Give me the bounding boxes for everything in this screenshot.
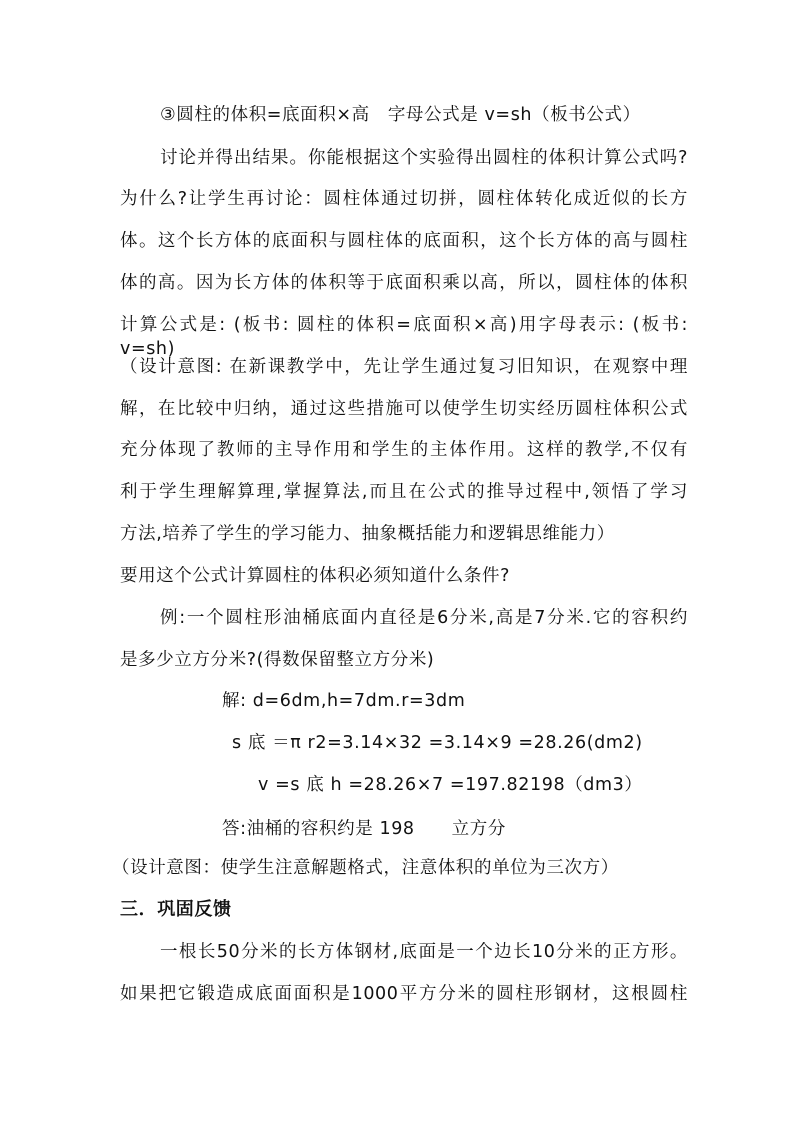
design-note-line: （设计意图：使学生注意解题格式，注意体积的单位为三次方） — [112, 858, 619, 878]
section-heading: 三．巩固反馈 — [120, 899, 232, 920]
paragraph-line: 计算公式是: (板书: 圆柱的体积=底面积×高)用字母表示: (板书: v=sh) — [120, 315, 688, 359]
paragraph-line: 体。这个长方体的底面积与圆柱体的底面积，这个长方体的高与圆柱 — [120, 231, 688, 251]
exercise-line: 一根长50分米的长方体钢材,底面是一个边长10分米的正方形。 — [160, 942, 688, 962]
paragraph-line: 为什么?让学生再讨论：圆柱体通过切拼，圆柱体转化成近似的长方 — [120, 189, 688, 209]
example-line: 例:一个圆柱形油桶底面内直径是6分米,高是7分米.它的容积约 — [160, 608, 688, 628]
design-note-line: （设计意图: 在新课教学中，先让学生通过复习旧知识，在观察中理 — [120, 357, 688, 377]
solution-volume: v =s 底 h =28.26×7 =197.82198（dm3） — [258, 775, 643, 795]
design-note-line: 充分体现了教师的主导作用和学生的主体作用。这样的教学,不仅有 — [120, 440, 688, 460]
solution-answer: 答:油桶的容积约是 198 立方分 — [222, 819, 506, 839]
design-note-line: 解，在比较中归纳，通过这些措施可以使学生切实经历圆柱体积公式 — [120, 399, 688, 419]
formula-line: ③圆柱的体积=底面积×高 字母公式是 v=sh（板书公式） — [160, 105, 641, 125]
paragraph-line: 体的高。因为长方体的体积等于底面积乘以高，所以，圆柱体的体积 — [120, 273, 688, 293]
exercise-line: 如果把它锻造成底面面积是1000平方分米的圆柱形钢材，这根圆柱 — [120, 984, 688, 1004]
question-line: 要用这个公式计算圆柱的体积必须知道什么条件? — [120, 566, 510, 586]
example-line: 是多少立方分米?(得数保留整立方分米) — [120, 650, 435, 670]
solution-given: 解: d=6dm,h=7dm.r=3dm — [222, 691, 466, 711]
design-note-line: 利于学生理解算理,掌握算法,而且在公式的推导过程中,领悟了学习 — [120, 482, 688, 502]
design-note-line: 方法,培养了学生的学习能力、抽象概括能力和逻辑思维能力） — [120, 524, 615, 544]
paragraph-line: 讨论并得出结果。你能根据这个实验得出圆柱的体积计算公式吗? — [160, 148, 688, 168]
solution-area: s 底 ＝π r2=3.14×32 =3.14×9 =28.26(dm2) — [232, 733, 643, 753]
